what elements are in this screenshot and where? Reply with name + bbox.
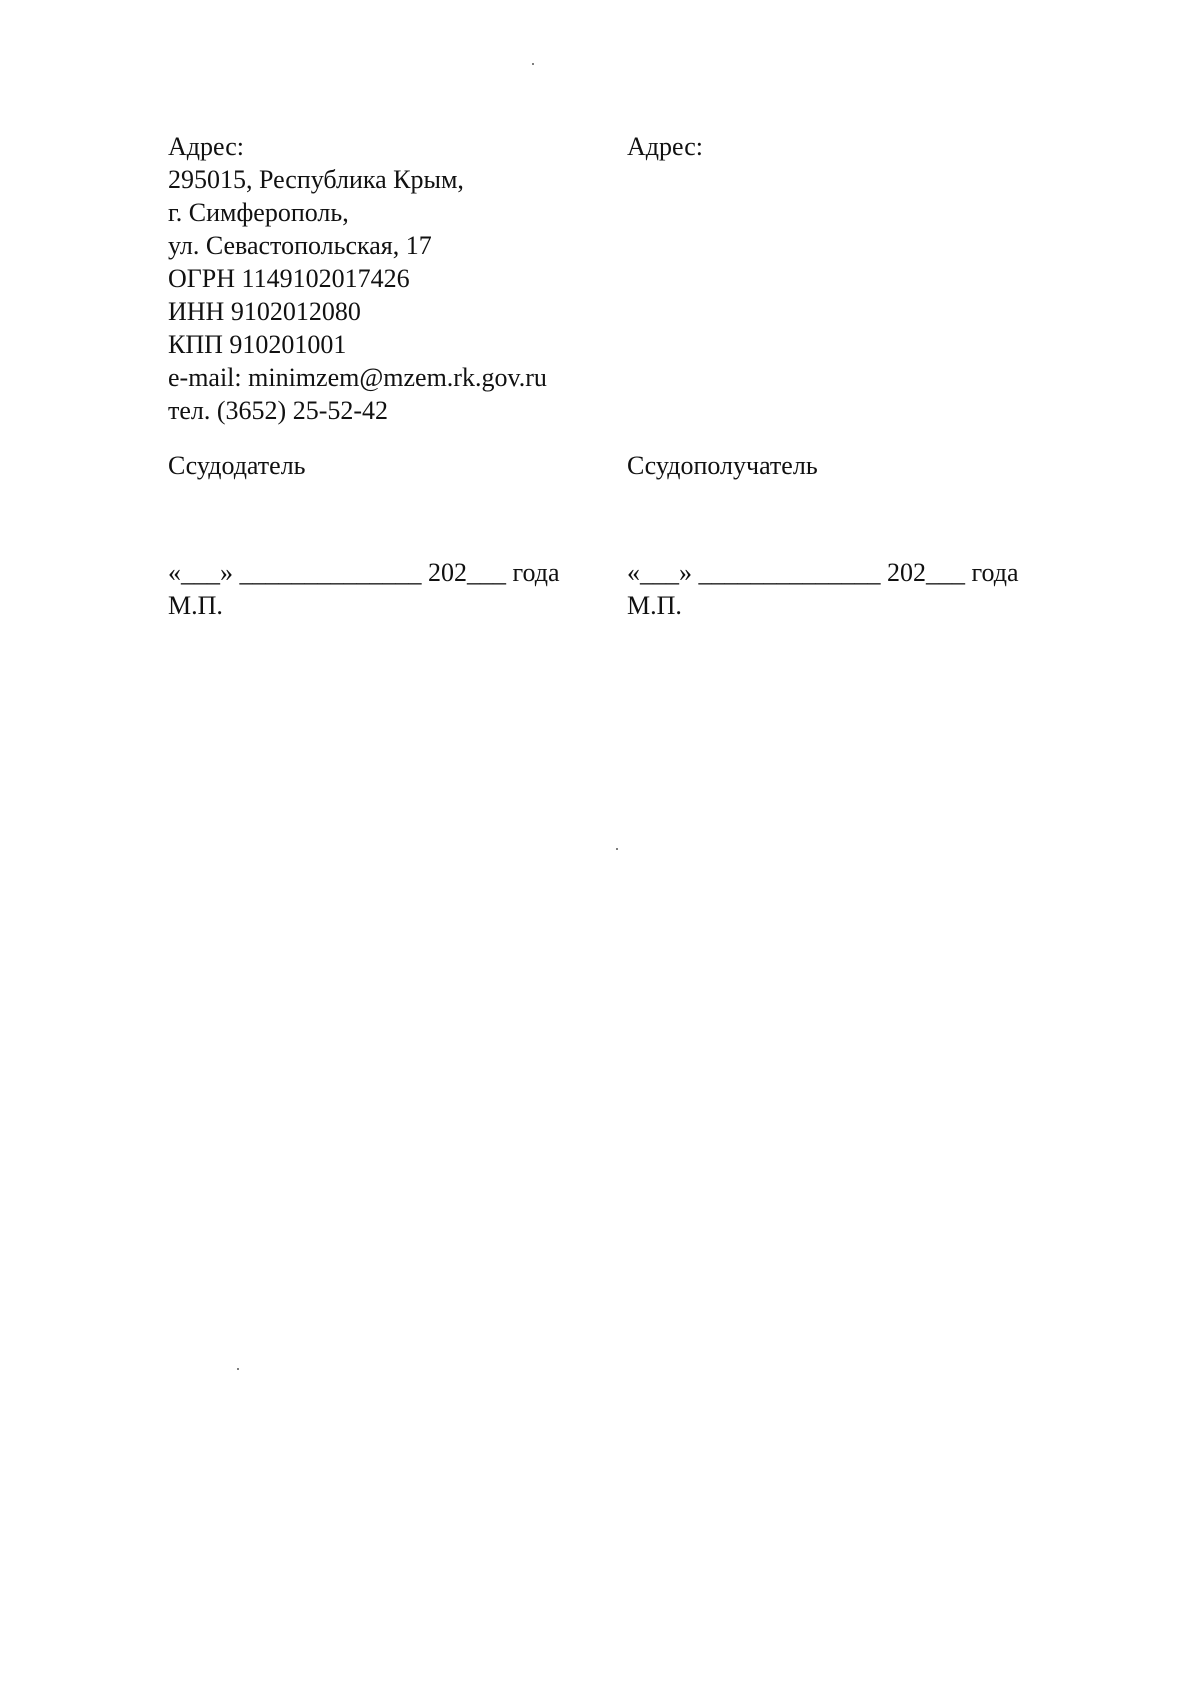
lender-postal: 295015, Республика Крым,	[168, 165, 464, 194]
lender-date-line: «___» ______________ 202___ года	[168, 558, 560, 587]
borrower-date-line: «___» ______________ 202___ года	[627, 558, 1019, 587]
lender-city: г. Симферополь,	[168, 198, 349, 227]
scan-speck	[616, 848, 618, 850]
lender-ogrn: ОГРН 1149102017426	[168, 264, 410, 293]
borrower-stamp: М.П.	[627, 591, 682, 620]
lender-address-label: Адрес:	[168, 132, 244, 161]
lender-details	[168, 130, 608, 427]
lender-inn: ИНН 9102012080	[168, 297, 361, 326]
lender-kpp: КПП 910201001	[168, 330, 347, 359]
borrower-details	[627, 130, 1067, 163]
lender-role: Ссудодатель	[168, 451, 306, 480]
borrower-role: Ссудополучатель	[627, 451, 818, 480]
lender-email: e-mail: minimzem@mzem.rk.gov.ru	[168, 363, 547, 392]
scan-speck	[237, 1368, 239, 1370]
lender-phone: тел. (3652) 25-52-42	[168, 396, 389, 425]
lender-street: ул. Севастопольская, 17	[168, 231, 432, 260]
scan-speck	[532, 63, 534, 65]
lender-stamp: М.П.	[168, 591, 223, 620]
borrower-address-label: Адрес:	[627, 132, 703, 161]
